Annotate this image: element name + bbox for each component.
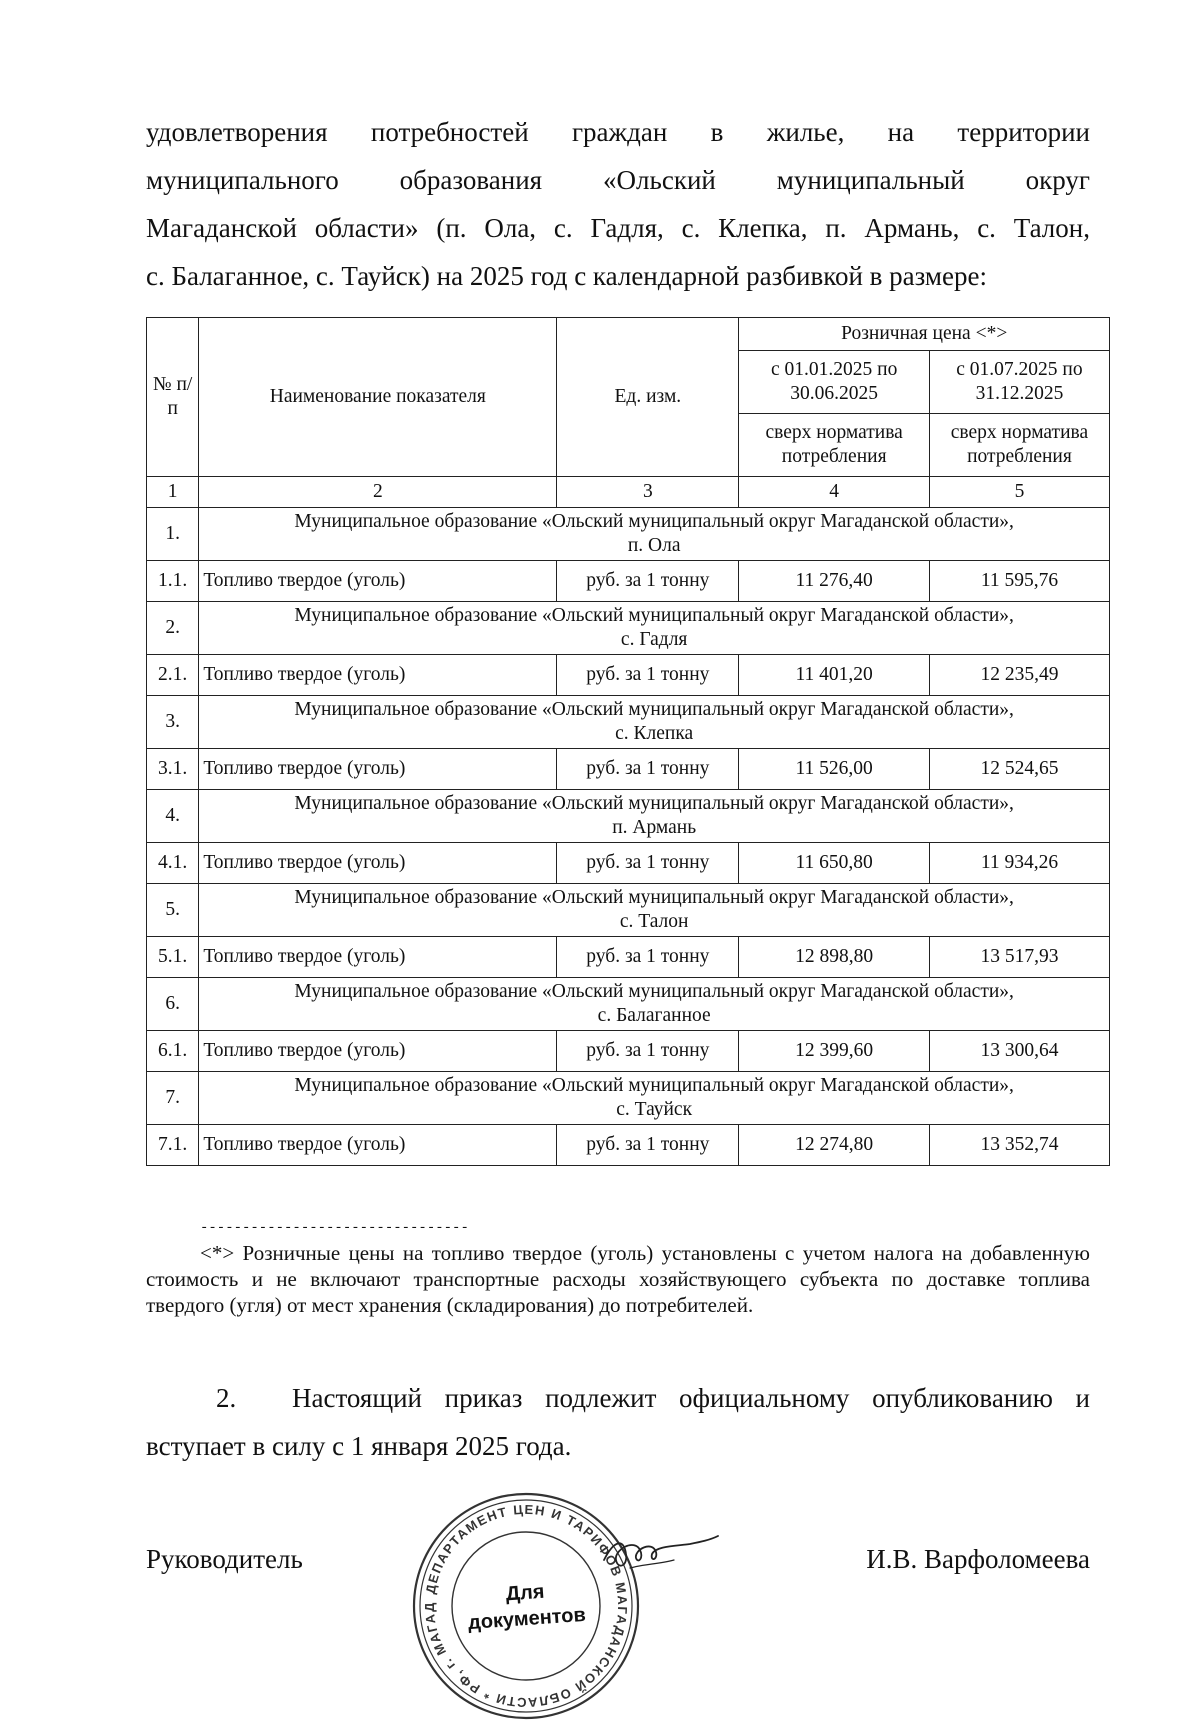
column-number: 1 — [147, 477, 199, 508]
table-row-item — [147, 937, 1110, 978]
row-number: 7. — [147, 1072, 199, 1125]
table-row-municipality — [147, 696, 1110, 749]
price-period-1: 12 898,80 — [739, 937, 930, 978]
column-number: 4 — [739, 477, 930, 508]
paragraph-2 — [146, 1374, 1090, 1470]
municipality-title — [199, 790, 1110, 843]
row-number: 5.1. — [147, 937, 199, 978]
item-unit: руб. за 1 тонну — [557, 937, 739, 978]
municipality-title — [199, 978, 1110, 1031]
settlement-name: с. Гадля — [620, 629, 688, 650]
stamp-ring-text: ДЕПАРТАМЕНТ ЦЕН И ТАРИФОВ МАГАДАНСКОЙ ОБЛАСТИ * РФ, г. МАГАД — [421, 1501, 631, 1711]
municipality-title — [199, 602, 1110, 655]
intro-line-4: с. Балаганное, с. Тауйск) на 2025 год с календарной разбивкой в размере: — [146, 261, 987, 291]
row-number: 2.1. — [147, 655, 199, 696]
row-number: 1.1. — [147, 561, 199, 602]
row-number: 4.1. — [147, 843, 199, 884]
column-number: 5 — [929, 477, 1109, 508]
column-number: 3 — [557, 477, 739, 508]
item-unit: руб. за 1 тонну — [557, 561, 739, 602]
table-row-municipality — [147, 508, 1110, 561]
price-period-1: 12 274,80 — [739, 1125, 930, 1166]
footnote-text: <*> Розничные цены на топливо твердое (уголь) установлены с учетом налога на добавленную стоимость и не включают транспортные расходы хозяйствующего субъекта по доставке топлива твердого (угля) от мест хранения (складирования) до потребителей. — [146, 1241, 1090, 1317]
municipality-name: Муниципальное образование «Ольский муниципальный округ Магаданской области», — [294, 511, 1014, 532]
row-number: 5. — [147, 884, 199, 937]
header-name: Наименование показателя — [199, 318, 557, 477]
paragraph-2-number: 2. — [216, 1383, 237, 1413]
header-no: № п/п — [147, 318, 199, 477]
price-period-1: 11 401,20 — [739, 655, 930, 696]
paragraph-2-text: Настоящий приказ подлежит официальному опубликованию и вступает в силу с 1 января 2025 года. — [146, 1383, 1090, 1461]
settlement-name: с. Талон — [619, 911, 689, 932]
settlement-name: п. Ола — [627, 535, 681, 556]
settlement-name: с. Балаганное — [597, 1005, 711, 1026]
table-row-municipality — [147, 978, 1110, 1031]
item-name: Топливо твердое (уголь) — [199, 1125, 557, 1166]
municipality-title — [199, 1072, 1110, 1125]
row-number: 3.1. — [147, 749, 199, 790]
column-number: 2 — [199, 477, 557, 508]
price-period-2: 11 934,26 — [929, 843, 1109, 884]
table-row-municipality — [147, 790, 1110, 843]
table-row-municipality — [147, 1072, 1110, 1125]
row-number: 1. — [147, 508, 199, 561]
settlement-name: п. Армань — [612, 817, 697, 838]
price-table — [146, 317, 1110, 1166]
price-period-2: 13 300,64 — [929, 1031, 1109, 1072]
header-norm-2: сверх норматива потребления — [929, 414, 1109, 477]
price-period-1: 11 650,80 — [739, 843, 930, 884]
item-name: Топливо твердое (уголь) — [199, 655, 557, 696]
item-unit: руб. за 1 тонну — [557, 1125, 739, 1166]
item-unit: руб. за 1 тонну — [557, 1031, 739, 1072]
row-number: 4. — [147, 790, 199, 843]
price-period-2: 13 352,74 — [929, 1125, 1109, 1166]
intro-line-2: муниципального образования «Ольский муниципальный округ — [146, 165, 1090, 195]
header-unit: Ед. изм. — [557, 318, 739, 477]
municipality-name: Муниципальное образование «Ольский муниципальный округ Магаданской области», — [294, 605, 1014, 626]
item-name: Топливо твердое (уголь) — [199, 561, 557, 602]
footnote-separator: -------------------------------- — [200, 1220, 469, 1236]
row-number: 2. — [147, 602, 199, 655]
municipality-title — [199, 508, 1110, 561]
item-unit: руб. за 1 тонну — [557, 749, 739, 790]
municipality-name: Муниципальное образование «Ольский муниципальный округ Магаданской области», — [294, 981, 1014, 1002]
price-period-1: 12 399,60 — [739, 1031, 930, 1072]
price-period-2: 12 235,49 — [929, 655, 1109, 696]
price-period-1: 11 526,00 — [739, 749, 930, 790]
table-row-municipality — [147, 884, 1110, 937]
item-name: Топливо твердое (уголь) — [199, 1031, 557, 1072]
table-row-item — [147, 655, 1110, 696]
table-row-item — [147, 1031, 1110, 1072]
price-period-2: 12 524,65 — [929, 749, 1109, 790]
table-row-item — [147, 843, 1110, 884]
price-period-1: 11 276,40 — [739, 561, 930, 602]
item-name: Топливо твердое (уголь) — [199, 937, 557, 978]
settlement-name: с. Тауйск — [616, 1099, 693, 1120]
stamp-line-2: документов — [467, 1603, 587, 1635]
handwritten-signature — [600, 1520, 720, 1580]
row-number: 6.1. — [147, 1031, 199, 1072]
item-name: Топливо твердое (уголь) — [199, 843, 557, 884]
settlement-name: с. Клепка — [615, 723, 694, 744]
municipality-name: Муниципальное образование «Ольский муниципальный округ Магаданской области», — [294, 793, 1014, 814]
header-period-1: с 01.01.2025 по 30.06.2025 — [739, 351, 930, 414]
signatory-role: Руководитель — [146, 1544, 303, 1574]
item-unit: руб. за 1 тонну — [557, 655, 739, 696]
municipality-name: Муниципальное образование «Ольский муниципальный округ Магаданской области», — [294, 1075, 1014, 1096]
item-unit: руб. за 1 тонну — [557, 843, 739, 884]
table-row-municipality — [147, 602, 1110, 655]
signatory-name: И.В. Варфоломеева — [866, 1544, 1090, 1574]
stamp-center — [400, 1480, 652, 1732]
table-row-item — [147, 749, 1110, 790]
intro-line-1: удовлетворения потребностей граждан в жилье, на территории — [146, 117, 1090, 147]
municipality-title — [199, 696, 1110, 749]
row-number: 3. — [147, 696, 199, 749]
municipality-name: Муниципальное образование «Ольский муниципальный округ Магаданской области», — [294, 887, 1014, 908]
intro-line-3: Магаданской области» (п. Ола, с. Гадля, с. Клепка, п. Армань, с. Талон, — [146, 213, 1090, 243]
header-period-2: с 01.07.2025 по 31.12.2025 — [929, 351, 1109, 414]
table-row-item — [147, 1125, 1110, 1166]
table-row-item — [147, 561, 1110, 602]
item-name: Топливо твердое (уголь) — [199, 749, 557, 790]
price-period-2: 13 517,93 — [929, 937, 1109, 978]
header-norm-1: сверх норматива потребления — [739, 414, 930, 477]
row-number: 6. — [147, 978, 199, 1031]
header-retail-price: Розничная цена <*> — [739, 318, 1110, 351]
municipality-name: Муниципальное образование «Ольский муниципальный округ Магаданской области», — [294, 699, 1014, 720]
stamp-line-1: Для — [505, 1580, 546, 1606]
price-period-2: 11 595,76 — [929, 561, 1109, 602]
row-number: 7.1. — [147, 1125, 199, 1166]
municipality-title — [199, 884, 1110, 937]
intro-paragraph — [146, 108, 1090, 300]
